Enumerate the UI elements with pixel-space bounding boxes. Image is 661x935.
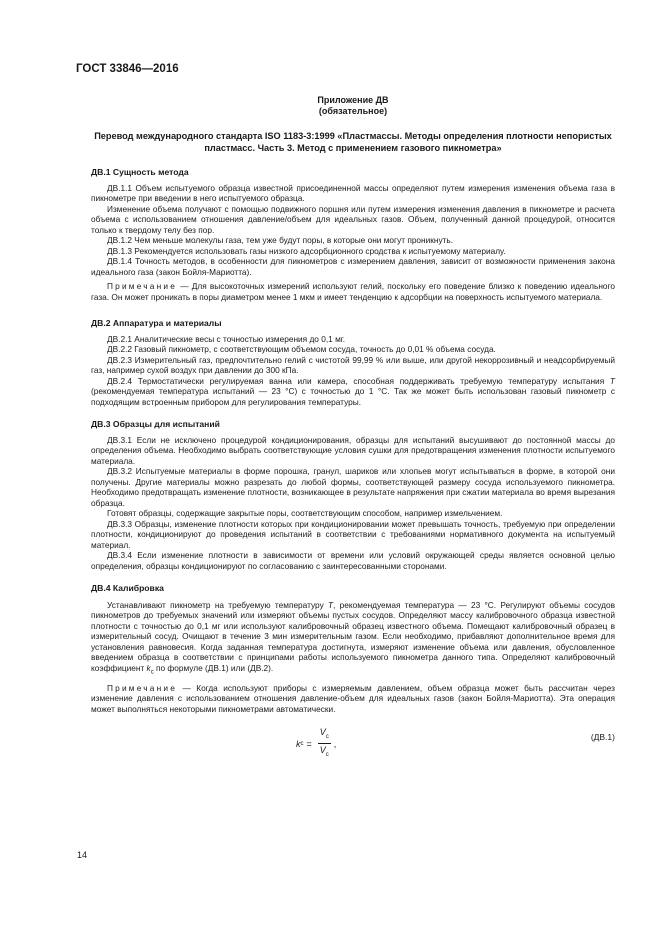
formula-fraction	[318, 727, 331, 761]
section-heading: ДВ.4 Калибровка	[91, 583, 164, 593]
denominator-sub: c	[325, 752, 329, 759]
paragraph: Готовят образцы, содержащие закрытые поры, соответствующим способом, например измельчением.	[107, 508, 503, 518]
paragraph: Изменение объема получают с помощью подвижного поршня или путем измерения изменения давления в пикнометре и расчета объема с использованием отношения давление/объем для идеальных газов. Объем, полученный данной процедурой, относится только к твердому телу без пор.	[91, 203, 615, 235]
variable-t: T	[328, 599, 334, 610]
note-paragraph	[91, 683, 615, 715]
formula-dv1	[91, 720, 615, 759]
paragraph: ДВ.3.1 Если не исключено процедурой кондиционирования, образцы для испытаний высушивают до постоянной массы до определения объема. Необходимо выбрать соответствующие условия сушки для предотвращения изменения плотности испытуемого материала.	[91, 434, 615, 466]
formula-number: (ДВ.1)	[590, 732, 615, 743]
section-dv1	[91, 167, 615, 302]
formula-expression	[296, 727, 336, 761]
paragraph: ДВ.1.1 Объем испытуемого образца известной присоединенной массы определяют путем измерения изменения объема газа в пикнометре при введении в него испытуемого образца.	[91, 182, 615, 203]
text-run: ДВ.2.4 Термостатически регулируемая ванна или камера, способная поддерживать требуемую температуру испытания	[107, 375, 610, 386]
section-dv3	[91, 419, 615, 571]
paragraph: ДВ.1.4 Точность методов, в особенности для пикнометров с измерением давления, зависит от возможности применения закона идеального газа (закон Бойля-Мариотта).	[91, 256, 615, 277]
text-run: Устанавливают пикнометр на требуемую температуру	[107, 599, 329, 610]
text-run: (рекомендуемая температура испытаний — 23 °С) с точностью до 1 °С. Так же может быть использован газовый пикнометр с подходящим встроенным прибором для регулирования температуры.	[91, 386, 615, 407]
note-label: Примечание	[107, 281, 178, 291]
note-text: — Когда используют приборы с измеряемым давлением, объем образца может быть рассчитан через изменение давления с использованием отношения давление-объем для идеальных газов (закон Бойля-Мариотта). Эта операция может выполняться некоторыми пикнометрами автоматически.	[91, 682, 615, 714]
paragraph: ДВ.1.2 Чем меньше молекулы газа, тем уже будут поры, в которые они могут проникнуть.	[107, 235, 454, 245]
variable-subscript: c	[150, 669, 154, 676]
numerator-sub: c	[325, 733, 329, 740]
paragraph: ДВ.2.3 Измерительный газ, предпочтительно гелий с чистотой 99,99 % или выше, или другой некоррозивный и неадсорбируемый газ, например сухой воздух при давлении до 300 кПа.	[91, 354, 615, 375]
formula-numerator	[318, 727, 331, 744]
paragraph: ДВ.2.1 Аналитические весы с точностью измерения до 0,1 мг.	[107, 333, 346, 344]
text-run: , рекомендуемая температура — 23 °С. Регулируют объемы сосудов пикнометров до требуемых значений или измеряют объемы пустых сосудов. Определяют массу калибровочного образца известной плотности с точностью до 0,1 мг или используют калибровочный образец известного объема. Помещают калибровочный образец в измерительный сосуд. Очищают в течение 3 мин измерительным газом. Если необходимо, прибавляют дополнительное время для установления равновесия. Когда заданная температура достигнута, измеряют изменение объема или давления, обусловленное введением образца в соответствии с принципами работы используемого пикнометра данного типа. Определяют калибровочный коэффициент	[91, 599, 616, 673]
section-dv4	[91, 583, 615, 714]
formula-lhs-sub: c	[300, 740, 304, 747]
formula-comma: ,	[333, 738, 337, 749]
page-content	[91, 95, 616, 759]
paragraph: ДВ.3.3 Образцы, изменение плотности которых при кондиционировании может превышать точность, требуемую при определении плотности, кондиционируют до проведения испытаний в соответствии с требованиями нормативного документа на испытуемый материал.	[91, 518, 615, 550]
text-run: по формуле (ДВ.1) или (ДВ.2).	[153, 662, 274, 673]
formula-lhs: k	[296, 738, 301, 749]
section-heading: ДВ.2 Аппаратура и материалы	[91, 318, 222, 328]
paragraph	[91, 376, 615, 408]
paragraph: ДВ.1.3 Рекомендуется использовать газы низкого адсорбционного сродства к испытуемому материалу.	[107, 245, 506, 256]
paragraph: ДВ.2.2 Газовый пикнометр, с соответствующим объемом сосуда, точность до 0,01 % объема сосуда.	[107, 344, 496, 354]
paragraph: ДВ.3.2 Испытуемые материалы в форме порошка, гранул, шариков или хлопьев могут испытываться в форме, в которой они получены. Другие материалы можно разрезать до любой формы, соответствующей размеру сосуда используемого пикнометра. Необходимо предотвращать изменение плотности, возникающее в результате напряжения при сжатии материала во время вырезания образца.	[91, 466, 615, 508]
paragraph	[91, 600, 615, 678]
appendix-title: Приложение ДВ	[317, 95, 389, 105]
denominator-v: V	[319, 745, 326, 756]
standard-header: ГОСТ 33846—2016	[76, 63, 179, 75]
section-heading: ДВ.1 Сущность метода	[91, 167, 189, 177]
note-text: — Для высокоточных измерений используют гелий, поскольку его поведение близко к поведению идеального газа. Он может проникать в поры диаметром менее 1 мкм и имеет тенденцию к адсорбции на поверхность испытуемого материала.	[91, 281, 615, 302]
section-heading: ДВ.3 Образцы для испытаний	[91, 419, 220, 429]
formula-denominator	[318, 744, 331, 760]
variable-t: T	[609, 375, 615, 386]
formula-equals: =	[306, 738, 312, 749]
numerator-v: V	[319, 727, 326, 738]
variable-k: k	[146, 662, 151, 673]
note-paragraph	[91, 281, 615, 302]
appendix-subtitle: (обязательное)	[318, 106, 388, 116]
document-title: Перевод международного стандарта ISO 1183-3:1999 «Пластмассы. Методы определения плотности непористых пластмасс. Часть 3. Метод с применением газового пикнометра»	[94, 131, 612, 153]
section-dv2	[91, 318, 615, 407]
note-label: Примечание	[107, 682, 178, 693]
page-number: 14	[77, 850, 88, 860]
paragraph: ДВ.3.4 Если изменение плотности в зависимости от времени или условий окружающей среды является основной целью определения, образцы кондиционируют по согласованию с заинтересованными сторонами.	[91, 550, 615, 571]
